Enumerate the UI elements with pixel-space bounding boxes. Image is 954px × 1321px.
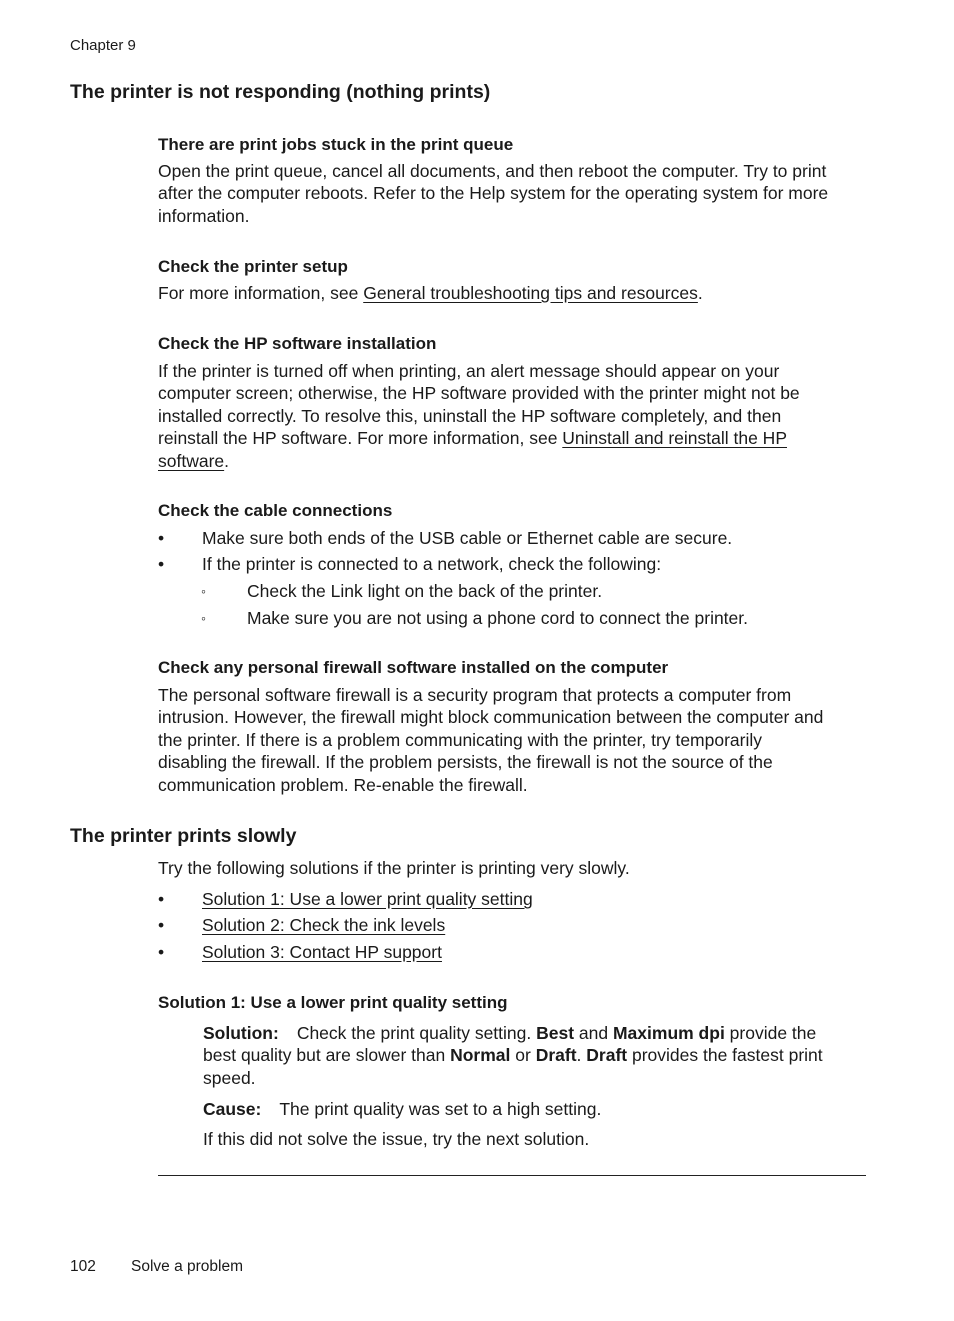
heading-cable-connections: Check the cable connections [158,501,393,520]
text-span: . [697,283,703,303]
paragraph-firewall [158,684,870,796]
text-line: the printer. If there is a problem communicating with the printer, try temporarily [158,729,763,750]
page-number: 102 [70,1258,96,1275]
text-line: Open the print queue, cancel all documents, and then reboot the computer. Try to print [158,161,827,181]
bold-term: Draft [586,1045,628,1066]
text-line [203,1044,863,1066]
text-span: provide the [724,1023,817,1043]
text-span: best quality but are slower than [203,1045,451,1066]
bold-term: Maximum dpi [612,1023,725,1043]
text-span: provides the fastest print [627,1045,823,1066]
link-uninstall-reinstall[interactable]: Uninstall and reinstall the HP [562,428,787,449]
solution-label: Solution: [203,1023,279,1043]
text-line: after the computer reboots. Refer to the Help system for the operating system for more [158,183,829,204]
link-solution-1[interactable]: Solution 1: Use a lower print quality setting [202,889,533,909]
sub-list-item-text: Check the Link light on the back of the printer. [247,581,603,601]
list-item-text: If the printer is connected to a network, check the following: [202,554,662,574]
section-title-not-responding: The printer is not responding (nothing prints) [70,81,491,103]
text-span: . [224,450,230,471]
footer-section-name: Solve a problem [131,1258,244,1275]
heading-stuck-jobs: There are print jobs stuck in the print queue [158,135,514,154]
link-uninstall-reinstall-cont[interactable]: software [158,450,225,471]
heading-printer-setup: Check the printer setup [158,257,348,276]
text-span: For more information, see [158,283,364,303]
text-line: intrusion. However, the firewall might block communication between the computer and [158,707,824,728]
link-general-troubleshooting[interactable]: General troubleshooting tips and resources [363,283,698,303]
heading-hp-software: Check the HP software installation [158,334,437,353]
section-title-prints-slowly: The printer prints slowly [70,825,297,847]
text-line [158,450,870,472]
text-span: reinstall the HP software. For more information, see [158,428,563,449]
text-line: disabling the firewall. If the problem persists, the firewall is not the source of the [158,752,773,773]
bullet-marker: • [158,554,165,574]
bullet-marker: • [158,915,165,935]
text-span: or [510,1045,536,1066]
divider [158,1175,866,1176]
text-span: and [574,1023,613,1043]
text-line [158,427,870,449]
link-solution-2[interactable]: Solution 2: Check the ink levels [202,915,446,935]
paragraph-next-solution: If this did not solve the issue, try the next solution. [203,1129,590,1149]
paragraph-stuck-jobs [158,160,870,227]
text-line: communication problem. Re-enable the firewall. [158,774,528,795]
bullet-marker: • [158,528,165,548]
text-line: installed correctly. To resolve this, uninstall the HP software completely, and then [158,405,782,426]
paragraph-cause [203,1098,863,1120]
heading-firewall: Check any personal firewall software installed on the computer [158,658,669,677]
bold-term: Draft [535,1045,577,1066]
bullet-marker: • [158,942,165,962]
bold-term: Normal [450,1045,511,1066]
paragraph-printer-setup [158,282,870,304]
text-line: speed. [203,1067,256,1088]
sub-list-item-text: Make sure you are not using a phone cord to connect the printer. [247,608,749,628]
sub-bullet-marker: ◦ [201,583,206,599]
chapter-label: Chapter 9 [70,37,136,54]
paragraph-intro: Try the following solutions if the printer is printing very slowly. [158,858,630,878]
text-line: If the printer is turned off when printing, an alert message should appear on your [158,361,780,381]
bold-term: Best [536,1023,575,1043]
sub-bullet-marker: ◦ [201,610,206,626]
text-span: The print quality was set to a high setting. [279,1099,602,1119]
text-line: information. [158,205,250,226]
paragraph-solution [203,1022,863,1089]
link-solution-3[interactable]: Solution 3: Contact HP support [202,942,442,962]
text-line [203,1022,863,1044]
heading-solution-1: Solution 1: Use a lower print quality setting [158,993,508,1012]
bullet-marker: • [158,889,165,909]
paragraph-hp-software [158,360,870,472]
cause-label: Cause: [203,1099,262,1119]
text-span: . [576,1045,587,1066]
text-line: The personal software firewall is a security program that protects a computer from [158,685,792,705]
text-span: Check the print quality setting. [296,1023,537,1043]
text-line: computer screen; otherwise, the HP software provided with the printer might not be [158,383,800,404]
list-item-text: Make sure both ends of the USB cable or Ethernet cable are secure. [202,528,733,548]
